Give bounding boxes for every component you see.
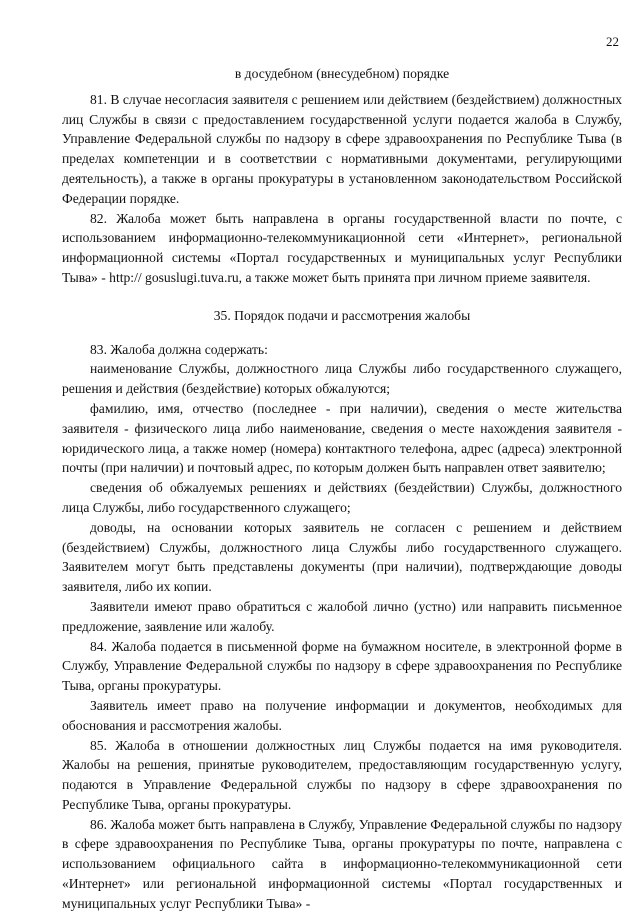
paragraph-81: 81. В случае несогласия заявителя с решением или действием (бездействием) должностных лиц Службы в связи с предоставлением государственной услуги подается жалоба в Службу, Управление Федеральной службы по надзору в сфере здравоохранения по Республике Тыва (в пределах компетенции и в соответствии с нормативными документами, регулирующими деятельность), а также в органы прокуратуры в установленном законодательством Российской Федерации порядке. xyxy=(62,91,623,206)
paragraph-applicants-right: Заявители имеют право обратиться с жалобой лично (устно) или направить письменное предложение, заявление или жалобу. xyxy=(62,598,622,634)
paragraph-83: 83. Жалоба должна содержать: xyxy=(90,341,268,357)
paragraph-85: 85. Жалоба в отношении должностных лиц Службы подается на имя руководителя. Жалобы на решения, принятые руководителем, предоставляющим государственную услугу, подаются в Управление Федеральной службы по надзору в сфере здравоохранения по Республике Тыва, органы прокуратуры. xyxy=(62,737,622,812)
paragraph-82: 82. Жалоба может быть направлена в органы государственной власти по почте, с использованием информационно-телекоммуникационной сети «Интернет», региональной информационной системы «Портал государственных и муниципальных услуг Республики Тыва» - http:// gosuslugi.tuva.ru, а также может быть принята при личном приеме заявителя. xyxy=(62,210,622,285)
paragraph-84-right: Заявитель имеет право на получение информации и документов, необходимых для обоснования и рассмотрения жалобы. xyxy=(62,697,622,733)
paragraph-83-item-decisions: сведения об обжалуемых решениях и действиях (бездействии) Службы, должностного лица Службы, либо государственного служащего; xyxy=(62,480,622,515)
paragraph-83-item-name: наименование Службы, должностного лица Службы либо государственного служащего, решения и действия (бездействие) которых обжалуются; xyxy=(62,361,622,397)
paragraph-83-item-arguments: доводы, на основании которых заявитель не согласен с решением и действием (бездействием) Службы, должностного лица Службы либо государственного служащего. Заявителем могут быть представлены документы (при наличии), подтверждающие доводы заявителя, либо их копии. xyxy=(62,519,622,595)
page-number: 22 xyxy=(606,34,619,49)
paragraph-84: 84. Жалоба подается в письменной форме на бумажном носителе, в электронной форме в Службу, Управление Федеральной службы по надзору в сфере здравоохранения по Республике Тыва, органы прокуратуры. xyxy=(62,638,622,694)
paragraph-86: 86. Жалоба может быть направлена в Службу, Управление Федеральной службы по надзору в сфере здравоохранения по Республике Тыва, органы прокуратуры по почте, направлена с использованием официального сайта в информационно-телекоммуникационной сети «Интернет» или региональной информационной системы «Портал государственных и муниципальных услуг Республики Тыва» - xyxy=(62,816,622,911)
paragraph-83-item-applicant: фамилию, имя, отчество (последнее - при наличии), сведения о месте жительства заявителя - физического лица либо наименование, сведения о месте нахождения заявителя - юридического лица, а также номер (номера) контактного телефона, адрес (адреса) электронной почты (при наличии) и почтовый адрес, по которым должен быть направлен ответ заявителю; xyxy=(62,400,622,476)
document-body xyxy=(62,64,622,914)
heading-top: в досудебном (внесудебном) порядке xyxy=(234,66,450,81)
section-heading: 35. Порядок подачи и рассмотрения жалобы xyxy=(213,307,471,323)
